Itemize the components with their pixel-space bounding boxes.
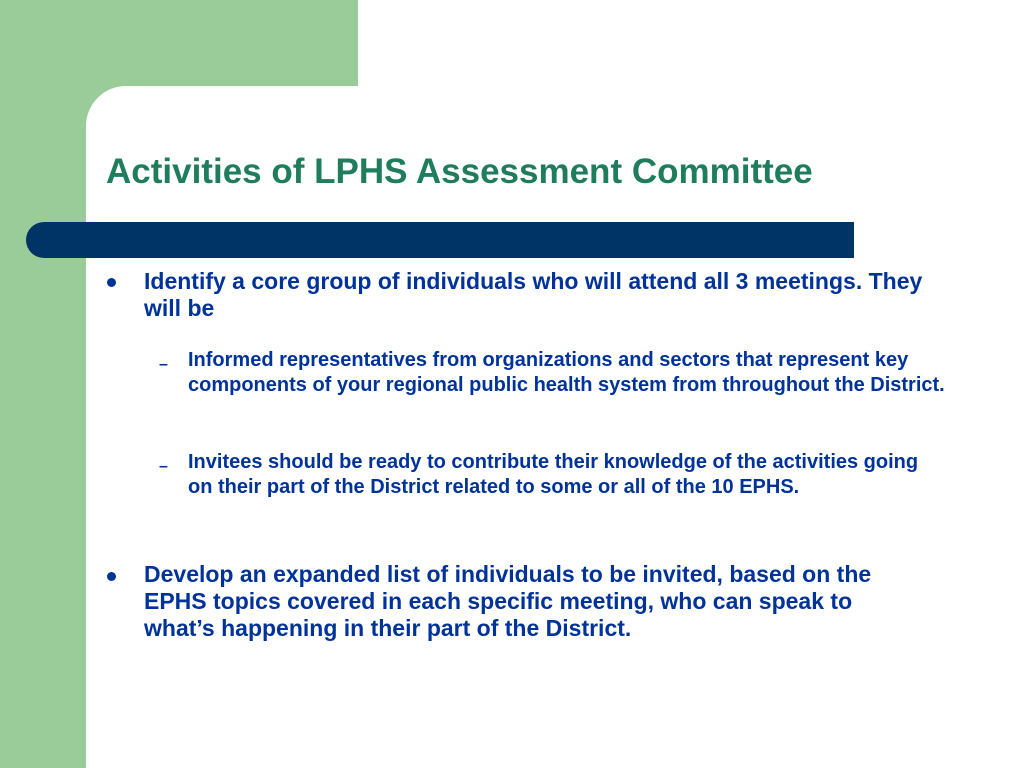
bullet-item-2: Develop an expanded list of individuals to be invited, based on the EPHS topics covered in each specific meeting, who can speak to what’s happening in their part of the District. (144, 561, 872, 641)
sub-bullet-item-2: Invitees should be ready to contribute their knowledge of the activities going on their part of the District related to some or all of the 10 EPHS. (188, 451, 919, 498)
dash-icon: – (159, 458, 168, 475)
bullet-dot-icon (107, 278, 116, 287)
sub-bullet-item-1: Informed representatives from organizations and sectors that represent key components of your regional public health system from throughout the District. (188, 349, 945, 396)
slide-title: Activities of LPHS Assessment Committee (106, 152, 813, 191)
dash-icon: – (159, 356, 168, 373)
bullet-dot-icon (107, 572, 116, 581)
bullet-item-1: Identify a core group of individuals who will attend all 3 meetings. They will be (144, 268, 923, 321)
